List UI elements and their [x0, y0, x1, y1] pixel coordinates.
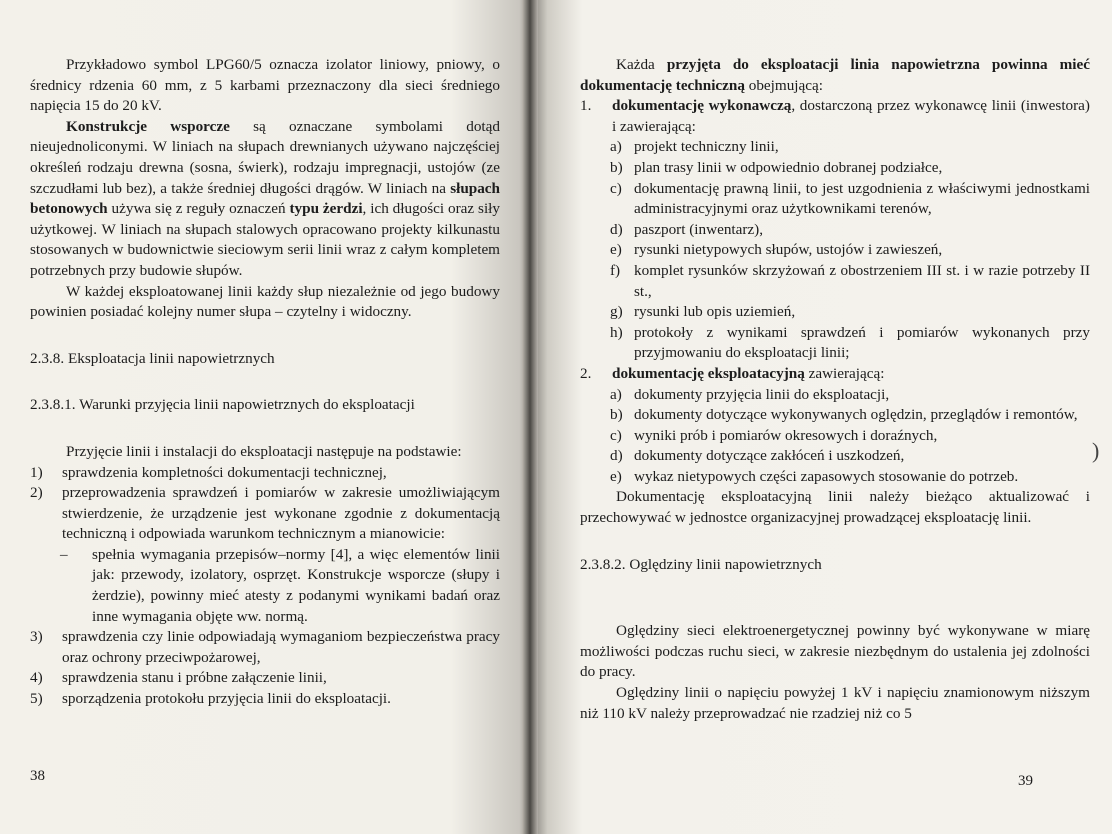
- list-text: projekt techniczny linii,: [634, 138, 779, 156]
- list-number: 4): [30, 669, 43, 687]
- list-text: wykaz nietypowych części zapasowych stosowanie do potrzeb.: [634, 467, 1019, 485]
- list-text: sporządzenia protokołu przyjęcia linii do eksploatacji.: [62, 690, 391, 708]
- sub-list-item: [580, 467, 1090, 488]
- list-text: spełnia wymagania przepisów–normy [4], a więc elementów linii jak: przewody, izolatory, osprzęt. Konstrukcje wsporcze (słupy i żerdzie), powinny mieć atesty z podanymi wynikami badań oraz inne wymagania objęte ww. normą.: [92, 545, 500, 625]
- list-letter: d): [610, 220, 623, 238]
- list-text: komplet rysunków skrzyżowań z obostrzeniem III st. i w razie potrzeby II st.,: [634, 261, 1090, 300]
- sub-list-item: [580, 240, 1090, 261]
- sub-list-item: [580, 405, 1090, 426]
- text-run: obejmującą:: [744, 76, 823, 94]
- paragraph: W każdej eksploatowanej linii każdy słup niezależnie od jego budowy powinien posiadać kolejny numer słupa – czytelny i widoczny.: [30, 282, 500, 321]
- list-number: 5): [30, 690, 43, 708]
- list-text: rysunki lub opis uziemień,: [634, 303, 796, 321]
- sub-list-item: [580, 261, 1090, 302]
- paragraph: [580, 55, 1090, 96]
- paragraph: Oględziny sieci elektroenergetycznej powinny być wykonywane w miarę możliwości podczas ruchu sieci, w zakresie niezbędnym do ustalenia jej zdolności do pracy.: [580, 622, 1090, 681]
- page-number: 38: [30, 768, 45, 784]
- left-page: [0, 0, 530, 834]
- text-run: używa się z reguły oznaczeń: [107, 200, 290, 218]
- list-letter: e): [610, 241, 622, 259]
- list-text: sprawdzenia kompletności dokumentacji technicznej,: [62, 463, 387, 481]
- sub-list-item: [580, 302, 1090, 323]
- list-letter: d): [610, 447, 623, 465]
- text-run: są oznaczane symbolami dotąd nieujednoliconymi. W liniach na słupach drewnianych używano najczęściej określeń rodzaju drewna (sosna, świerk), rodzaju impregnacji, ustojów (ze szczudłami lub bez), a także średniej długości drągów. W liniach na: [30, 117, 500, 197]
- list-text: dokumenty dotyczące wykonywanych oględzin, przeglądów i remontów,: [634, 406, 1078, 424]
- list-letter: c): [610, 426, 622, 444]
- list-letter: e): [610, 467, 622, 485]
- list-number: 1.: [580, 97, 592, 115]
- paragraph: Oględziny linii o napięciu powyżej 1 kV i napięciu znamionowym niższym niż 110 kV należy przeprowadzać nie rzadziej niż co 5: [580, 684, 1090, 722]
- paragraph: Przykładowo symbol LPG60/5 oznacza izolator liniowy, pniowy, o średnicy rdzenia 60 mm, z 5 karbami przeznaczony dla sieci średniego napięcia 15 do 20 kV.: [30, 56, 500, 115]
- list-letter: c): [610, 179, 622, 197]
- list-letter: h): [610, 323, 623, 341]
- bold-term: dokumentację eksploatacyjną: [612, 364, 805, 382]
- bold-term: Konstrukcje wsporcze: [66, 117, 230, 135]
- sub-list: [580, 137, 1090, 364]
- right-text-column: [580, 55, 1090, 724]
- paragraph: Dokumentację eksploatacyjną linii należy bieżąco aktualizować i przechowywać w jednostce organizacyjnej prowadzącej eksploatację linii.: [580, 488, 1090, 527]
- sub-list-item: [580, 137, 1090, 158]
- paragraph: Przyjęcie linii i instalacji do eksploatacji następuje na podstawie:: [66, 442, 462, 460]
- list-text: dokumenty przyjęcia linii do eksploatacji,: [634, 385, 890, 403]
- list-text: plan trasy linii w odpowiednio dobranej podziałce,: [634, 158, 943, 176]
- list-letter: g): [610, 303, 623, 321]
- sub-list-item: [580, 220, 1090, 241]
- left-text-column: [30, 55, 500, 710]
- list-item: [30, 627, 500, 668]
- list-item: [30, 668, 500, 689]
- sub-list-item: [580, 385, 1090, 406]
- list-text: sprawdzenia czy linie odpowiadają wymaganiom bezpieczeństwa pracy oraz ochrony przeciwpożarowej,: [62, 628, 500, 666]
- list-text: przeprowadzenia sprawdzeń i pomiarów w zakresie umożliwiającym stwierdzenie, że urządzenie jest wykonane zgodnie z dokumentacją techniczną i odpowiada warunkom technicznym a mianowicie:: [62, 484, 500, 543]
- list-text: paszport (inwentarz),: [634, 220, 764, 238]
- section-heading: 2.3.8. Eksploatacja linii napowietrznych: [30, 349, 275, 367]
- list-text: sprawdzenia stanu i próbne załączenie linii,: [62, 669, 327, 687]
- sub-list-item: [580, 446, 1090, 467]
- list-text: , dostarczoną przez wykonawcę linii (inwestora) i zawierającą:: [612, 97, 1090, 135]
- list-number: 2.: [580, 364, 592, 382]
- list-number: 2): [30, 484, 43, 502]
- list-item: [580, 96, 1090, 137]
- sub-list-item: [580, 158, 1090, 179]
- sub-list-item: [580, 179, 1090, 220]
- text-run: , ich długości oraz siły użytkowej. W liniach na słupach stalowych opracowano projekty kilkunastu stosowanych w budownictwie sieciowym serii linii wraz z całym kompletem potrzebnych przy budowie słupów.: [30, 200, 500, 279]
- subsection-heading: 2.3.8.1. Warunki przyjęcia linii napowietrznych do eksploatacji: [30, 396, 415, 414]
- list-letter: b): [610, 406, 623, 424]
- subsection-heading: 2.3.8.2. Oględziny linii napowietrznych: [580, 555, 822, 573]
- list-number: 1): [30, 463, 43, 481]
- list-text: rysunki nietypowych słupów, ustojów i zawieszeń,: [634, 241, 943, 259]
- paragraph: [30, 117, 500, 282]
- dash-list-item: [30, 545, 500, 627]
- list-letter: a): [610, 385, 622, 403]
- sub-list: [580, 385, 1090, 488]
- bold-term: dokumentację wykonawczą: [612, 97, 792, 115]
- list-item: [580, 364, 1090, 385]
- page-number: 39: [1018, 773, 1033, 789]
- bold-term: przyjęta do eksploatacji linia napowietrzna powinna mieć dokumentację techniczną: [580, 56, 1090, 94]
- list-item: [30, 483, 500, 545]
- list-item: [30, 689, 500, 710]
- list-number: 3): [30, 628, 43, 646]
- sub-list-item: [580, 323, 1090, 364]
- margin-mark: ): [1092, 438, 1100, 463]
- book-gutter: [522, 0, 538, 834]
- list-letter: b): [610, 158, 623, 176]
- list-text: dokumentację prawną linii, to jest uzgodnienia z właściwymi jednostkami administracyjnymi oraz użytkownikami terenów,: [634, 179, 1090, 218]
- list-text: wyniki prób i pomiarów okresowych i doraźnych,: [634, 426, 938, 444]
- list-text: dokumenty dotyczące zakłóceń i uszkodzeń,: [634, 447, 905, 465]
- bold-term: typu żerdzi: [289, 200, 363, 218]
- list-text: protokoły z wynikami sprawdzeń i pomiarów wykonanych przy przyjmowaniu do eksploatacji linii;: [634, 323, 1090, 362]
- list-letter: a): [610, 138, 622, 156]
- list-letter: f): [610, 261, 621, 279]
- list-item: [30, 463, 500, 484]
- list-dash: –: [60, 545, 68, 563]
- sub-list-item: [580, 426, 1090, 447]
- list-text: zawierającą:: [804, 364, 885, 382]
- bold-term: słupach betonowych: [30, 179, 500, 218]
- text-run: Każda: [616, 56, 667, 73]
- right-page: [530, 0, 1112, 834]
